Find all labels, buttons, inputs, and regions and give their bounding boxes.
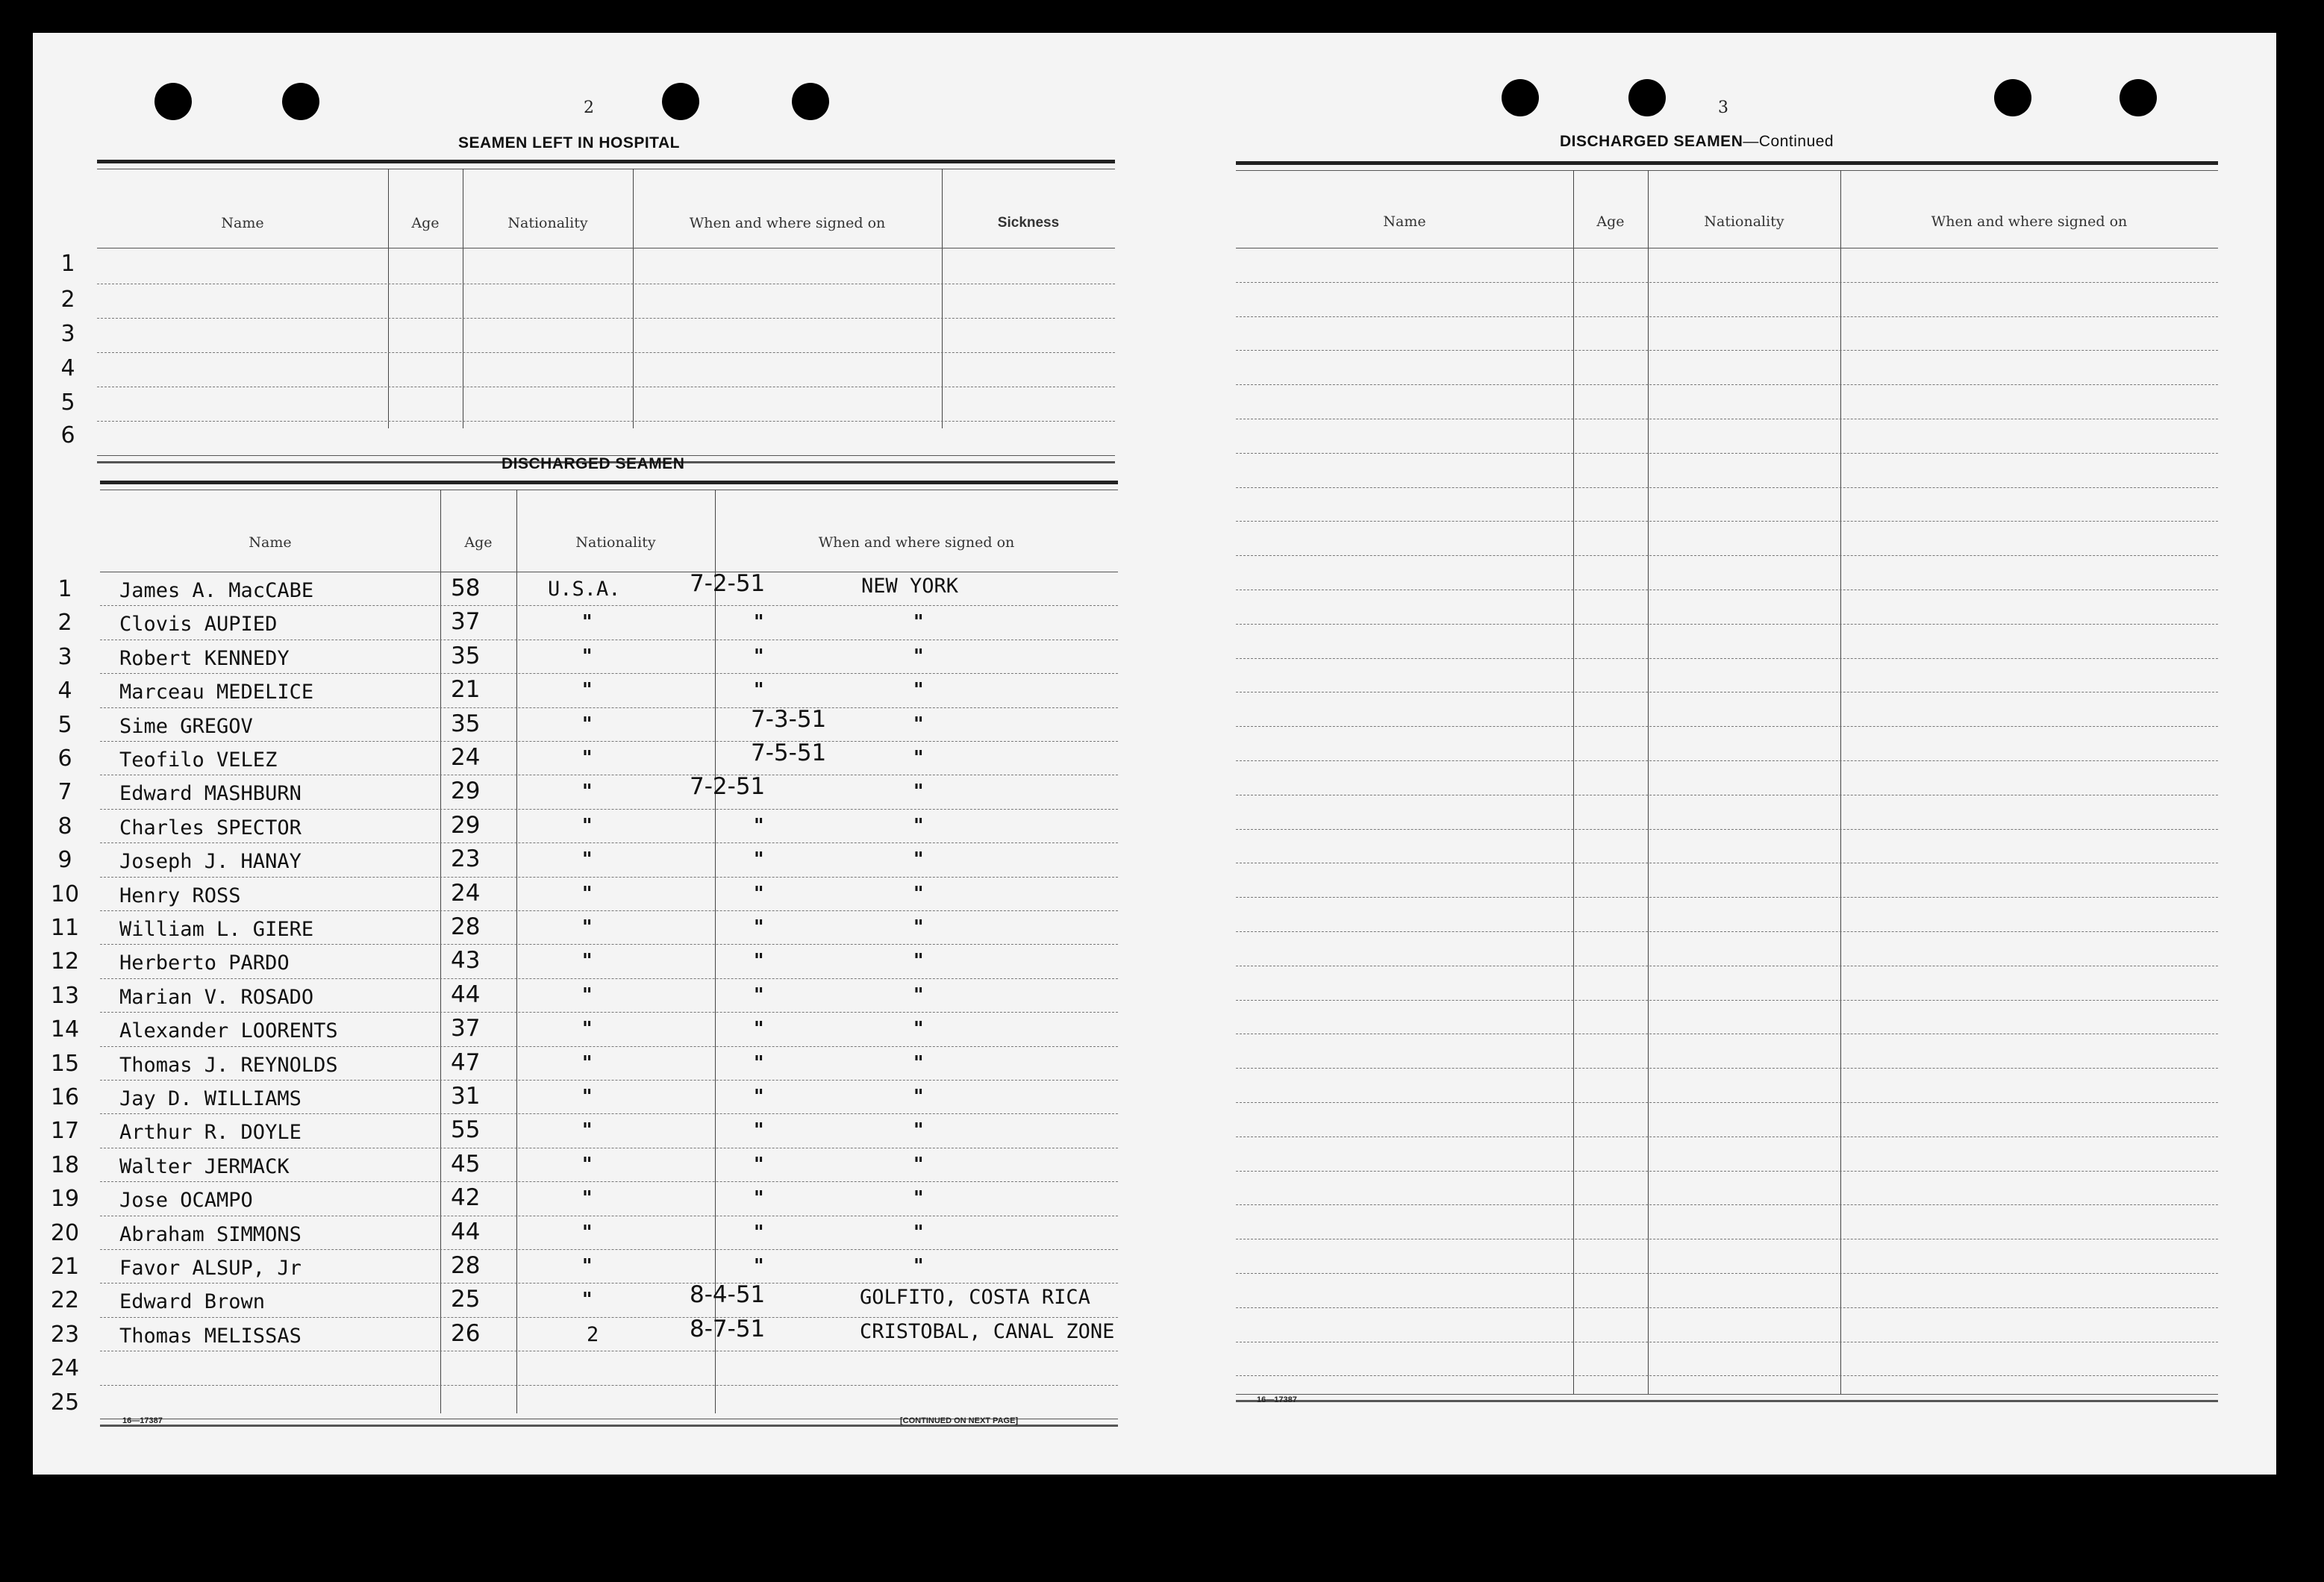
seaman-age: 44	[451, 981, 481, 1008]
signed-on-place: "	[913, 1187, 924, 1210]
seaman-name: Marceau MEDELICE	[119, 681, 314, 704]
seaman-name: Jose OCAMPO	[119, 1189, 253, 1213]
seaman-nationality: "	[582, 882, 593, 905]
signed-on-place: "	[913, 781, 924, 804]
signed-on-date: 7-2-51	[690, 773, 766, 801]
punch-hole	[2120, 79, 2157, 116]
signed-on-date: "	[754, 984, 764, 1007]
row-number: 18	[50, 1151, 80, 1178]
row-divider	[100, 605, 1118, 606]
row-divider	[100, 1012, 1118, 1013]
signed-on-place: NEW YORK	[861, 575, 959, 598]
seaman-name: Abraham SIMMONS	[119, 1222, 302, 1246]
row-divider	[1236, 931, 2218, 932]
row-number: 19	[50, 1186, 80, 1213]
signed-on-date: "	[754, 848, 764, 872]
signed-on-place: "	[913, 1255, 924, 1278]
signed-on-date: 7-2-51	[690, 570, 766, 597]
row-number: 16	[50, 1084, 80, 1110]
hospital-row-number: 1	[60, 251, 75, 277]
punch-hole	[1502, 79, 1539, 116]
row-divider	[1236, 624, 2218, 625]
continued-col-signed-on: When and where signed on	[1931, 213, 2128, 230]
row-number: 22	[50, 1287, 80, 1314]
signed-on-place: "	[913, 611, 924, 634]
row-number: 4	[57, 678, 72, 704]
signed-on-place: "	[913, 1051, 924, 1075]
seaman-age: 37	[451, 608, 481, 636]
row-divider	[100, 673, 1118, 674]
hospital-col-name: Name	[221, 215, 264, 231]
seaman-nationality: "	[582, 1018, 593, 1041]
row-number: 3	[57, 643, 72, 670]
seaman-nationality: "	[582, 848, 593, 872]
signed-on-date: "	[754, 611, 764, 634]
discharged-col-signed-on: When and where signed on	[818, 534, 1015, 551]
seaman-name: Joseph J. HANAY	[119, 850, 302, 874]
seaman-name: Favor ALSUP, Jr	[119, 1257, 302, 1280]
seaman-nationality: "	[582, 1086, 593, 1108]
row-divider	[1236, 1102, 2218, 1103]
seaman-nationality: "	[582, 916, 593, 939]
row-divider	[1236, 829, 2218, 830]
row-divider	[1236, 897, 2218, 898]
row-number: 9	[57, 847, 72, 874]
row-divider	[100, 877, 1118, 878]
seaman-name: William L. GIERE	[119, 918, 314, 941]
signed-on-date: "	[754, 645, 764, 668]
signed-on-place: "	[913, 848, 924, 872]
row-divider	[100, 944, 1118, 945]
row-divider	[100, 1385, 1118, 1386]
row-divider	[1236, 1068, 2218, 1069]
row-divider	[1236, 350, 2218, 351]
row-number: 6	[57, 745, 72, 772]
row-divider	[100, 1249, 1118, 1250]
signed-on-date: "	[754, 1119, 764, 1142]
manifest-sheet	[33, 33, 2276, 1475]
signed-on-place: "	[913, 1221, 924, 1244]
seaman-age: 23	[451, 845, 481, 873]
seaman-name: Jay D. WILLIAMS	[119, 1087, 302, 1110]
signed-on-date: 8-7-51	[690, 1315, 766, 1342]
row-divider	[100, 707, 1118, 708]
seaman-nationality: "	[582, 950, 593, 973]
signed-on-place: "	[913, 1119, 924, 1142]
seaman-age: 35	[451, 642, 481, 669]
hospital-row-number: 6	[60, 422, 75, 448]
row-divider	[1236, 521, 2218, 522]
discharged-col-nationality: Nationality	[575, 534, 656, 551]
hospital-col-signed-on: When and where signed on	[689, 215, 886, 231]
row-divider	[1236, 555, 2218, 556]
row-divider	[1236, 1000, 2218, 1001]
signed-on-date: "	[754, 1187, 764, 1210]
seaman-name: Thomas J. REYNOLDS	[119, 1053, 338, 1077]
signed-on-date: 8-4-51	[690, 1281, 766, 1309]
row-number: 23	[50, 1321, 80, 1348]
row-divider	[100, 1080, 1118, 1081]
discharged-col-age: Age	[464, 534, 493, 551]
seaman-name: James A. MacCABE	[119, 579, 314, 602]
seaman-age: 47	[451, 1048, 481, 1076]
hospital-col-nationality: Nationality	[507, 215, 588, 231]
seaman-age: 28	[451, 1252, 481, 1279]
discharged-col-name: Name	[249, 534, 292, 551]
row-number: 13	[50, 982, 80, 1009]
row-divider	[1236, 658, 2218, 659]
row-divider	[1236, 384, 2218, 385]
row-divider	[1236, 1307, 2218, 1308]
seaman-nationality: "	[582, 611, 593, 634]
signed-on-date: 7-5-51	[751, 740, 827, 766]
seaman-nationality: U.S.A.	[548, 578, 621, 601]
seaman-name: Marian V. ROSADO	[119, 985, 314, 1009]
hospital-row-number: 5	[60, 390, 75, 416]
seaman-name: Thomas MELISSAS	[119, 1324, 302, 1348]
row-number: 25	[50, 1389, 80, 1416]
row-divider	[1236, 1204, 2218, 1205]
row-number: 17	[50, 1118, 80, 1145]
seaman-age: 42	[451, 1184, 481, 1212]
seaman-name: Walter JERMACK	[119, 1154, 290, 1178]
seaman-age: 37	[451, 1015, 481, 1042]
row-divider	[1236, 1273, 2218, 1274]
row-number: 14	[50, 1016, 80, 1043]
row-divider	[100, 1317, 1118, 1318]
seaman-age: 28	[451, 913, 481, 940]
signed-on-place: "	[913, 950, 924, 973]
signed-on-place: "	[913, 645, 924, 668]
form-number-right: 16—17387	[1257, 1395, 1297, 1404]
seaman-nationality: "	[582, 1255, 593, 1278]
seaman-name: Edward MASHBURN	[119, 782, 302, 806]
row-number: 1	[57, 576, 72, 602]
seaman-age: 35	[451, 710, 481, 737]
row-number: 8	[57, 813, 72, 840]
punch-hole	[282, 83, 319, 120]
signed-on-date: "	[754, 1221, 764, 1244]
signed-on-place: "	[913, 814, 924, 837]
table-bottom-rule	[1236, 1400, 2218, 1402]
signed-on-date: "	[754, 882, 764, 905]
discharged-continued-table	[1236, 161, 2218, 1430]
seaman-name: Teofilo VELEZ	[119, 748, 278, 772]
row-number: 21	[50, 1254, 80, 1280]
seaman-name: Henry ROSS	[119, 884, 241, 907]
seaman-nationality: "	[582, 1187, 593, 1210]
signed-on-place: "	[913, 916, 924, 939]
table-bottom-rule	[1236, 1394, 2218, 1395]
seaman-nationality: "	[582, 1119, 593, 1142]
signed-on-date: "	[754, 1051, 764, 1075]
page-number: 2	[584, 99, 594, 117]
seaman-nationality: "	[582, 814, 593, 837]
row-divider	[1236, 1375, 2218, 1376]
seaman-age: 25	[451, 1286, 481, 1313]
signed-on-place: "	[913, 747, 924, 769]
seaman-nationality: "	[582, 1153, 593, 1176]
seaman-name: Arthur R. DOYLE	[119, 1121, 302, 1145]
signed-on-place: CRISTOBAL, CANAL ZONE	[860, 1319, 1115, 1343]
signed-on-date: 7-3-51	[751, 705, 827, 733]
signed-on-date: "	[754, 1086, 764, 1108]
hospital-col-sickness: Sickness	[997, 215, 1060, 231]
seaman-age: 43	[451, 947, 481, 975]
row-number: 10	[50, 881, 80, 907]
continued-col-name: Name	[1383, 213, 1426, 230]
row-divider	[1236, 487, 2218, 488]
hospital-row-number: 4	[60, 355, 75, 381]
row-divider	[100, 1046, 1118, 1047]
row-divider	[100, 910, 1118, 911]
seaman-nationality: "	[582, 781, 593, 804]
hospital-table	[97, 160, 1115, 473]
row-number: 24	[50, 1355, 80, 1382]
seaman-name: Sime GREGOV	[119, 714, 253, 738]
punch-hole	[662, 83, 699, 120]
signed-on-place: "	[913, 1086, 924, 1108]
continued-col-nationality: Nationality	[1704, 213, 1784, 230]
row-divider	[1236, 453, 2218, 454]
seaman-nationality: "	[582, 984, 593, 1007]
seaman-name: Edward Brown	[119, 1290, 266, 1314]
punch-hole	[154, 83, 192, 120]
seaman-name: Charles SPECTOR	[119, 816, 302, 840]
seaman-age: 29	[451, 778, 481, 805]
seaman-nationality: "	[582, 1051, 593, 1075]
row-divider	[100, 1113, 1118, 1114]
row-number: 15	[50, 1050, 80, 1077]
row-divider	[100, 1283, 1118, 1284]
seaman-nationality: "	[582, 645, 593, 668]
signed-on-place: "	[913, 1018, 924, 1041]
hospital-row-number: 3	[60, 321, 75, 347]
row-divider	[100, 741, 1118, 742]
seaman-name: Clovis AUPIED	[119, 613, 278, 637]
seaman-nationality: "	[582, 1289, 593, 1312]
signed-on-date: "	[754, 1018, 764, 1041]
punch-hole	[792, 83, 829, 120]
seaman-age: 24	[451, 879, 481, 907]
continued-section-title: DISCHARGED SEAMEN—Continued	[1560, 133, 1834, 150]
seaman-nationality: "	[582, 713, 593, 736]
seaman-age: 45	[451, 1150, 481, 1178]
row-divider	[100, 809, 1118, 810]
row-number: 12	[50, 948, 80, 975]
hospital-section-title: SEAMEN LEFT IN HOSPITAL	[458, 134, 680, 151]
row-divider	[1236, 726, 2218, 727]
seaman-age: 29	[451, 811, 481, 839]
discharged-section-title: DISCHARGED SEAMEN	[502, 455, 685, 472]
seaman-age: 55	[451, 1116, 481, 1144]
signed-on-date: "	[754, 916, 764, 939]
row-number: 11	[50, 915, 80, 941]
signed-on-date: "	[754, 1255, 764, 1278]
row-number: 20	[50, 1219, 80, 1246]
row-divider	[1236, 316, 2218, 317]
form-number: 16—17387	[122, 1416, 163, 1425]
seaman-nationality: "	[582, 1221, 593, 1244]
hospital-row-number: 2	[60, 287, 75, 313]
seaman-age: 24	[451, 744, 481, 771]
signed-on-place: "	[913, 713, 924, 736]
continued-note: [CONTINUED ON NEXT PAGE]	[900, 1416, 1019, 1425]
row-divider	[1236, 282, 2218, 283]
row-divider	[100, 842, 1118, 843]
seaman-name: Alexander LOORENTS	[119, 1019, 338, 1043]
signed-on-date: "	[754, 679, 764, 702]
seaman-nationality: "	[582, 747, 593, 769]
seaman-name: Herberto PARDO	[119, 951, 290, 975]
seaman-name: Robert KENNEDY	[119, 646, 290, 670]
signed-on-date: "	[754, 814, 764, 837]
row-divider	[100, 978, 1118, 979]
seaman-age: 44	[451, 1218, 481, 1245]
continued-col-age: Age	[1596, 213, 1625, 230]
signed-on-place: "	[913, 882, 924, 905]
punch-hole	[1994, 79, 2031, 116]
row-divider	[1236, 760, 2218, 761]
row-divider	[100, 1181, 1118, 1182]
signed-on-date: "	[754, 1153, 764, 1176]
seaman-age: 26	[451, 1319, 481, 1347]
punch-hole	[1628, 79, 1666, 116]
hospital-col-age: Age	[411, 215, 440, 231]
row-number: 7	[57, 779, 72, 806]
row-number: 2	[57, 610, 72, 637]
signed-on-date: "	[754, 950, 764, 973]
page-number: 3	[1718, 99, 1728, 117]
seaman-age: 58	[451, 575, 481, 601]
signed-on-place: "	[913, 679, 924, 702]
signed-on-place: "	[913, 1153, 924, 1176]
seaman-age: 31	[451, 1083, 481, 1110]
signed-on-place: "	[913, 984, 924, 1007]
seaman-nationality: 2	[587, 1322, 599, 1346]
row-number: 5	[57, 711, 72, 738]
row-divider	[1236, 1171, 2218, 1172]
signed-on-place: GOLFITO, COSTA RICA	[860, 1286, 1090, 1310]
seaman-nationality: "	[582, 679, 593, 702]
seaman-age: 21	[451, 676, 481, 704]
